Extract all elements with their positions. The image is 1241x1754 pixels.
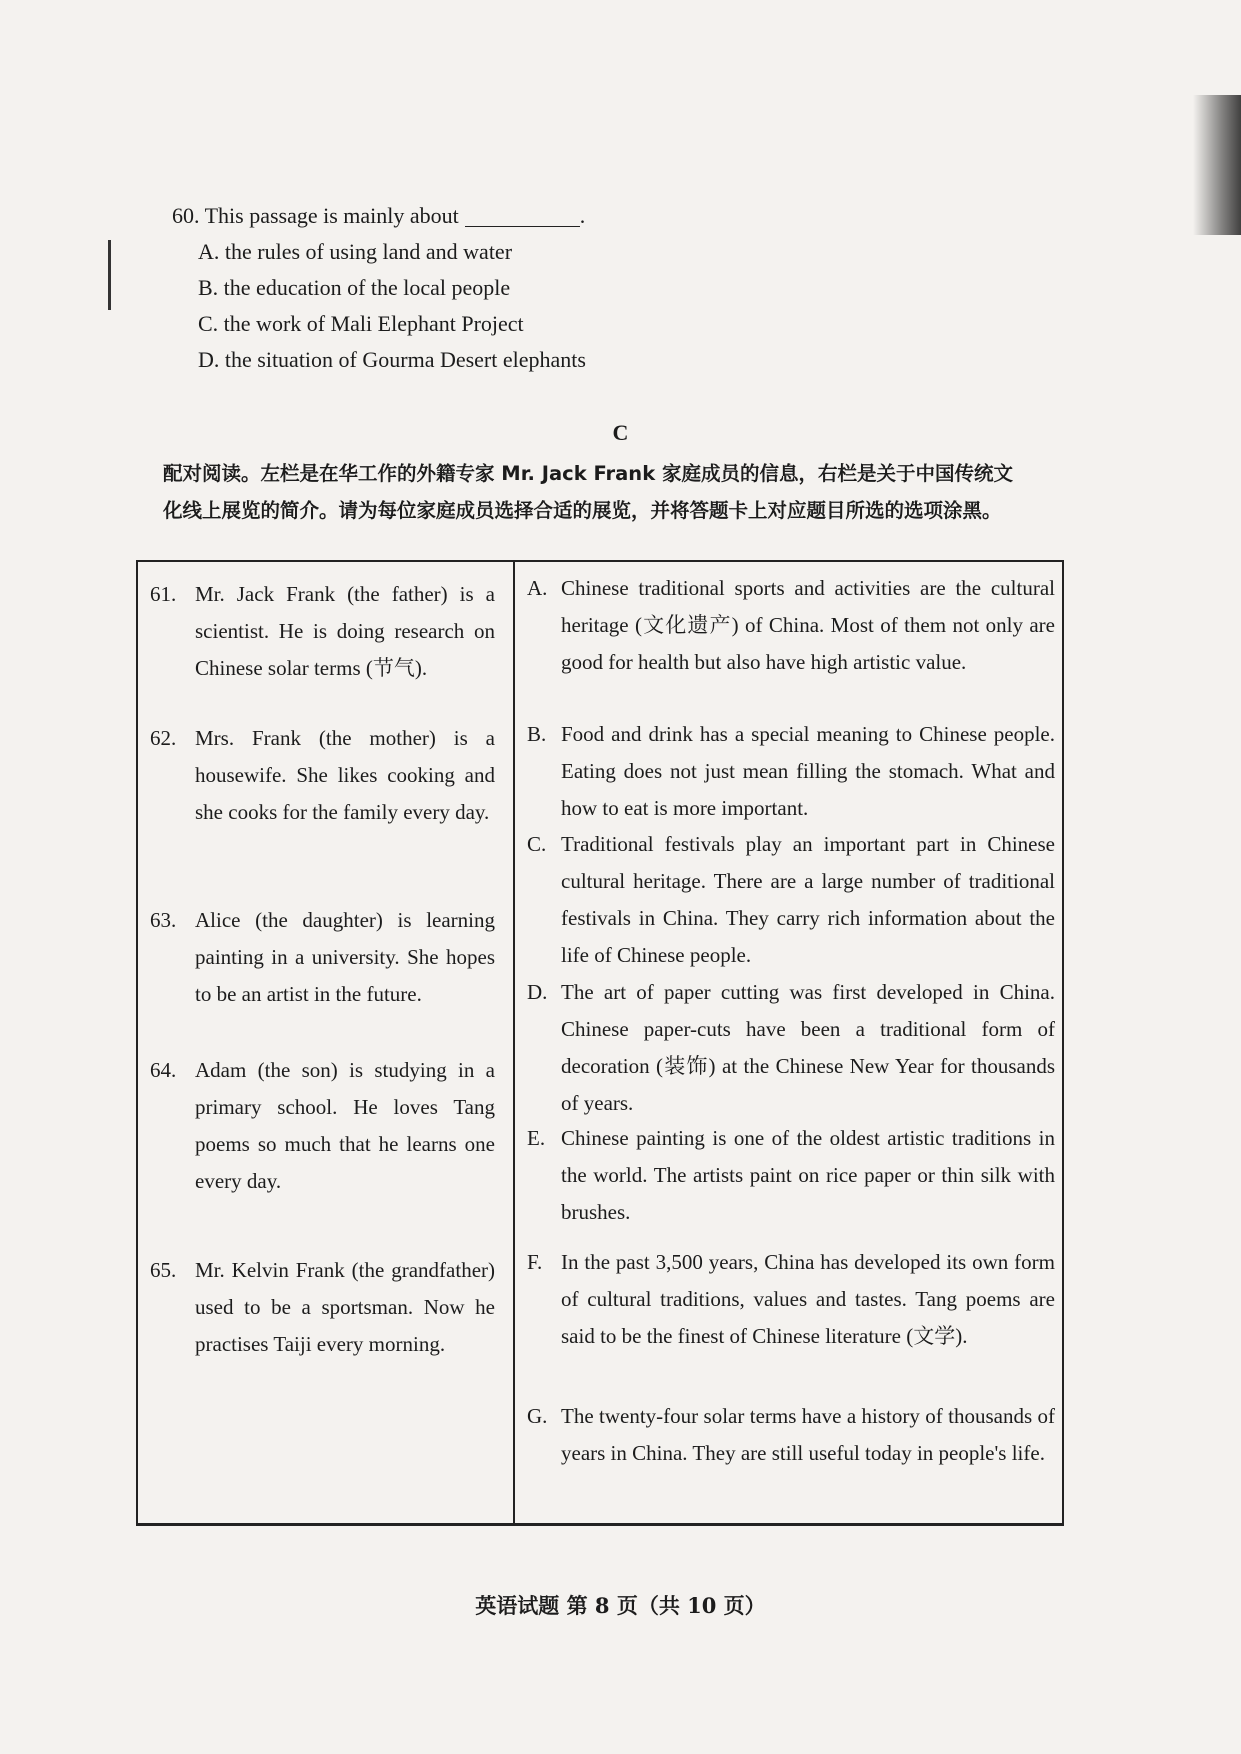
option-c: C. the work of Mali Elephant Project [198,311,524,336]
item-63 [150,902,495,1013]
item-65 [150,1252,495,1363]
option-g [527,1398,1055,1472]
option-text: Traditional festivals play an important part in Chinese cultural heritage. There are a large number of traditional festivals in China. They carry rich information about the life of Chinese people. [561,832,1055,967]
option-e [527,1120,1055,1231]
option-letter: E. [527,1126,546,1150]
option-letter: B. [527,722,547,746]
option-d [527,974,1055,1122]
option-text: The art of paper cutting was first developed in China. Chinese paper-cuts have been a traditional form of decoration (装饰) at the Chinese New Year for thousands of years. [561,980,1055,1115]
option-text: Chinese painting is one of the oldest artistic traditions in the world. The artists paint on rice paper or thin silk with brushes. [561,1126,1055,1224]
item-text: Alice (the daughter) is learning painting in a university. She hopes to be an artist in the future. [195,908,495,1006]
margin-mark [108,240,111,310]
item-number: 63. [150,908,177,932]
item-number: 62. [150,726,177,750]
item-number: 61. [150,582,177,606]
instructions: 配对阅读。左栏是在华工作的外籍专家 Mr. Jack Frank 家庭成员的信息，右栏是关于中国传统文化线上展览的简介。请为每位家庭成员选择合适的展览，并将答题卡上对应题目所选的选项涂黑。 [163,462,1013,522]
option-a: A. the rules of using land and water [198,239,513,264]
option-letter: C. [527,832,547,856]
option-d: D. the situation of Gourma Desert elephants [198,347,586,372]
answer-blank [465,226,580,227]
item-number: 65. [150,1258,177,1282]
option-b: B. the education of the local people [198,275,511,300]
option-c [527,826,1055,974]
option-text: Chinese traditional sports and activities are the cultural heritage (文化遗产) of China. Most of them not only are good for health but also have high artistic value. [561,576,1055,674]
section-title: C [612,420,629,445]
item-text: Mrs. Frank (the mother) is a housewife. She likes cooking and she cooks for the family every day. [195,726,495,824]
option-text: The twenty-four solar terms have a history of thousands of years in China. They are still useful today in people's life. [561,1404,1055,1465]
option-a [527,570,1055,681]
option-text: In the past 3,500 years, China has developed its own form of cultural traditions, values and tastes. Tang poems are said to be the finest of Chinese literature (文学). [561,1250,1055,1348]
page-footer: 英语试题 第 8 页（共 10 页） [475,1593,766,1618]
column-divider [513,562,515,1523]
option-text: Food and drink has a special meaning to Chinese people. Eating does not just mean filling the stomach. What and how to eat is more important. [561,722,1055,820]
option-letter: D. [527,980,548,1004]
page-edge-shadow [1193,95,1241,235]
item-64 [150,1052,495,1200]
item-text: Mr. Kelvin Frank (the grandfather) used to be a sportsman. Now he practises Taiji every morning. [195,1258,495,1356]
matching-table [136,560,1064,1526]
option-b [527,716,1055,827]
item-61 [150,576,495,687]
item-number: 64. [150,1058,177,1082]
option-letter: F. [527,1250,543,1274]
question-60-stem: 60. This passage is mainly about . [172,203,586,228]
item-text: Adam (the son) is studying in a primary school. He loves Tang poems so much that he learns one every day. [195,1058,495,1193]
question-60 [172,198,586,378]
option-letter: A. [527,576,548,600]
option-f [527,1244,1055,1355]
option-letter: G. [527,1404,548,1428]
item-text: Mr. Jack Frank (the father) is a scientist. He is doing research on Chinese solar terms (节气). [195,582,495,680]
question-60-stem-text: 60. This passage is mainly about [172,203,459,228]
item-62 [150,720,495,831]
